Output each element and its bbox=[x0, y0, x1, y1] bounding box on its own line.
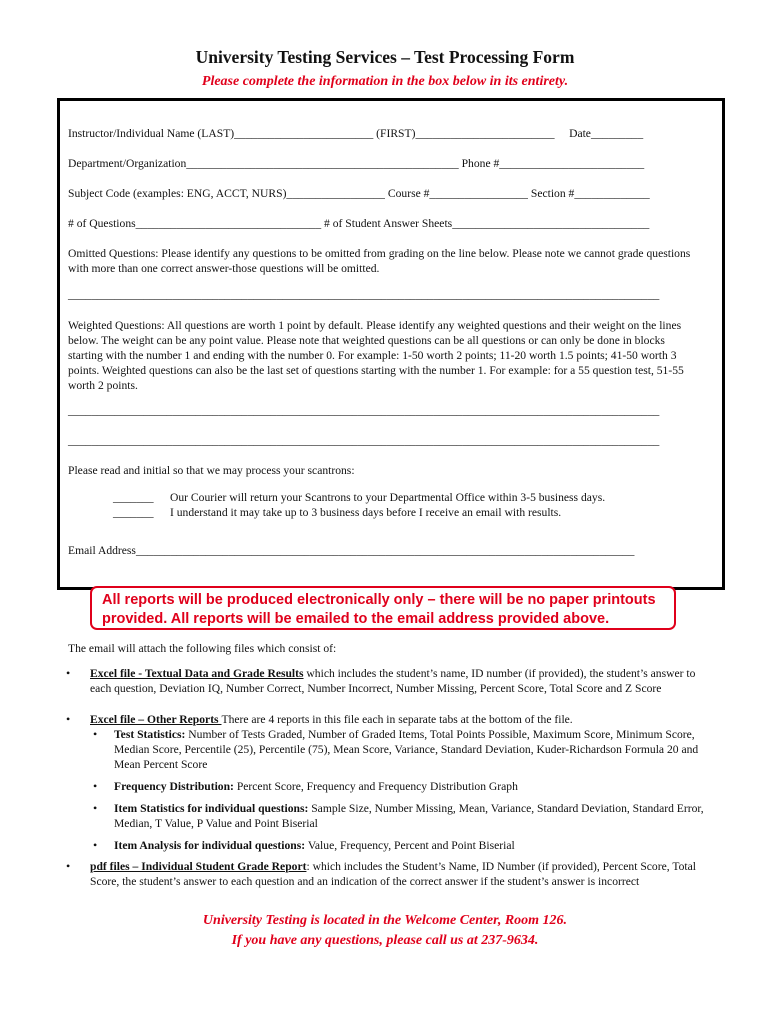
sub-item-title: Item Analysis for individual questions: bbox=[114, 839, 306, 852]
notice-line-1: All reports will be produced electronically only – there will be no paper printouts bbox=[102, 592, 656, 608]
questions-field-line[interactable]: # of Questions________________________________ # of Student Answer Sheets__________________________________ bbox=[68, 217, 650, 230]
sub-item-test-statistics bbox=[114, 727, 714, 772]
bullet-icon: • bbox=[93, 838, 98, 852]
sub-item-title: Frequency Distribution: bbox=[114, 780, 234, 793]
sub-item-item-statistics bbox=[114, 801, 714, 831]
bullet-icon: • bbox=[93, 779, 98, 793]
initial-blank-2[interactable]: _______ bbox=[113, 506, 154, 519]
bullet-icon: • bbox=[66, 712, 71, 726]
form-title: University Testing Services – Test Processing Form bbox=[195, 47, 575, 67]
bullet-icon: • bbox=[93, 727, 98, 741]
sub-item-text: Number of Tests Graded, Number of Graded Items, Total Points Possible, Maximum Score, Minimum Score, Median Score, Percentile (25), Percentile (75), Mean Score, Variance, Standard Deviation, Kuder-Richardson Formula 20 and Mean Percent Score bbox=[114, 728, 699, 771]
omitted-questions-line[interactable]: ______________________________________________________________________________________________________ bbox=[68, 288, 660, 301]
weighted-questions-line-1[interactable]: ______________________________________________________________________________________________________ bbox=[68, 404, 660, 417]
item-text: There are 4 reports in this file each in separate tabs at the bottom of the file. bbox=[221, 713, 573, 726]
bullet-icon: • bbox=[66, 666, 71, 680]
list-item-excel-textual bbox=[90, 666, 712, 696]
subject-field-line[interactable]: Subject Code (examples: ENG, ACCT, NURS)_________________ Course #_________________ Section #_____________ bbox=[68, 187, 650, 200]
sub-item-frequency-distribution bbox=[114, 779, 714, 794]
initial-blank-1[interactable]: _______ bbox=[113, 491, 154, 504]
electronic-reports-notice bbox=[90, 586, 676, 630]
form-subtitle: Please complete the information in the box below in its entirety. bbox=[201, 74, 569, 89]
sub-item-title: Test Statistics: bbox=[114, 728, 186, 741]
bullet-icon: • bbox=[93, 801, 98, 815]
department-field-line[interactable]: Department/Organization_______________________________________________ Phone #_________________________ bbox=[68, 157, 645, 170]
sub-item-text: Value, Frequency, Percent and Point Biserial bbox=[305, 839, 515, 852]
item-text: : which includes the Student’s Name, ID Number (if provided), Percent Score, Total Score, the student’s answer to each question and an indication of the correct answer if the student’s answer is incorrect bbox=[90, 860, 696, 888]
initial-prompt: Please read and initial so that we may process your scantrons: bbox=[68, 464, 355, 477]
name-field-line[interactable]: Instructor/Individual Name (LAST)________________________ (FIRST)________________________ Date_________ bbox=[68, 127, 644, 140]
omitted-questions-text: Omitted Questions: Please identify any questions to be omitted from grading on the line below. Please note we cannot grade questions with more than one correct answer-those questions will be omitted. bbox=[68, 247, 691, 275]
weighted-questions-line-2[interactable]: ______________________________________________________________________________________________________ bbox=[68, 434, 660, 447]
item-text: which includes the student’s name, ID number (if provided), the student’s answer to each question, Deviation IQ, Number Correct, Number Incorrect, Number Missing, Percent Score, Total Score and Z Score bbox=[90, 667, 696, 695]
sub-item-text: Sample Size, Number Missing, Mean, Variance, Standard Deviation, Standard Error, Median, T Value, P Value and Point Biserial bbox=[114, 802, 704, 830]
notice-line-2: provided. All reports will be emailed to the email address provided above. bbox=[102, 611, 610, 627]
item-title: pdf files – Individual Student Grade Report bbox=[90, 860, 307, 873]
list-item-excel-other bbox=[90, 712, 712, 727]
sub-item-item-analysis bbox=[114, 838, 714, 853]
item-title: Excel file - Textual Data and Grade Results bbox=[90, 667, 304, 680]
initial-statement-1: Our Courier will return your Scantrons to your Departmental Office within 3-5 business days. bbox=[170, 491, 606, 504]
email-field-line[interactable]: Email Address______________________________________________________________________________________ bbox=[68, 544, 635, 557]
list-item-pdf-files bbox=[90, 859, 712, 889]
weighted-questions-text: Weighted Questions: All questions are worth 1 point by default. Please identify any weighted questions and their weight on the lines below. The weight can be any point value. Please note that weighted questions can be all questions or can only be done in blocks starting with the number 1 and ending with the number 0. For example: 1-50 worth 2 points; 11-20 worth 1.5 points; 41-50 worth 3 points. Weighted questions can also be the last set of questions starting with the number 1. For example: for a 55 question test, 51-55 worth 2 points. bbox=[68, 319, 684, 392]
bullet-icon: • bbox=[66, 859, 71, 873]
footer-contact: If you have any questions, please call us at 237-9634. bbox=[231, 933, 539, 948]
initial-statement-2: I understand it may take up to 3 business days before I receive an email with results. bbox=[170, 506, 562, 519]
footer-location: University Testing is located in the Welcome Center, Room 126. bbox=[202, 913, 568, 928]
sub-item-text: Percent Score, Frequency and Frequency Distribution Graph bbox=[233, 780, 518, 793]
item-title: Excel file – Other Reports bbox=[90, 713, 222, 726]
attachments-intro: The email will attach the following files which consist of: bbox=[68, 642, 337, 655]
sub-item-title: Item Statistics for individual questions: bbox=[114, 802, 309, 815]
